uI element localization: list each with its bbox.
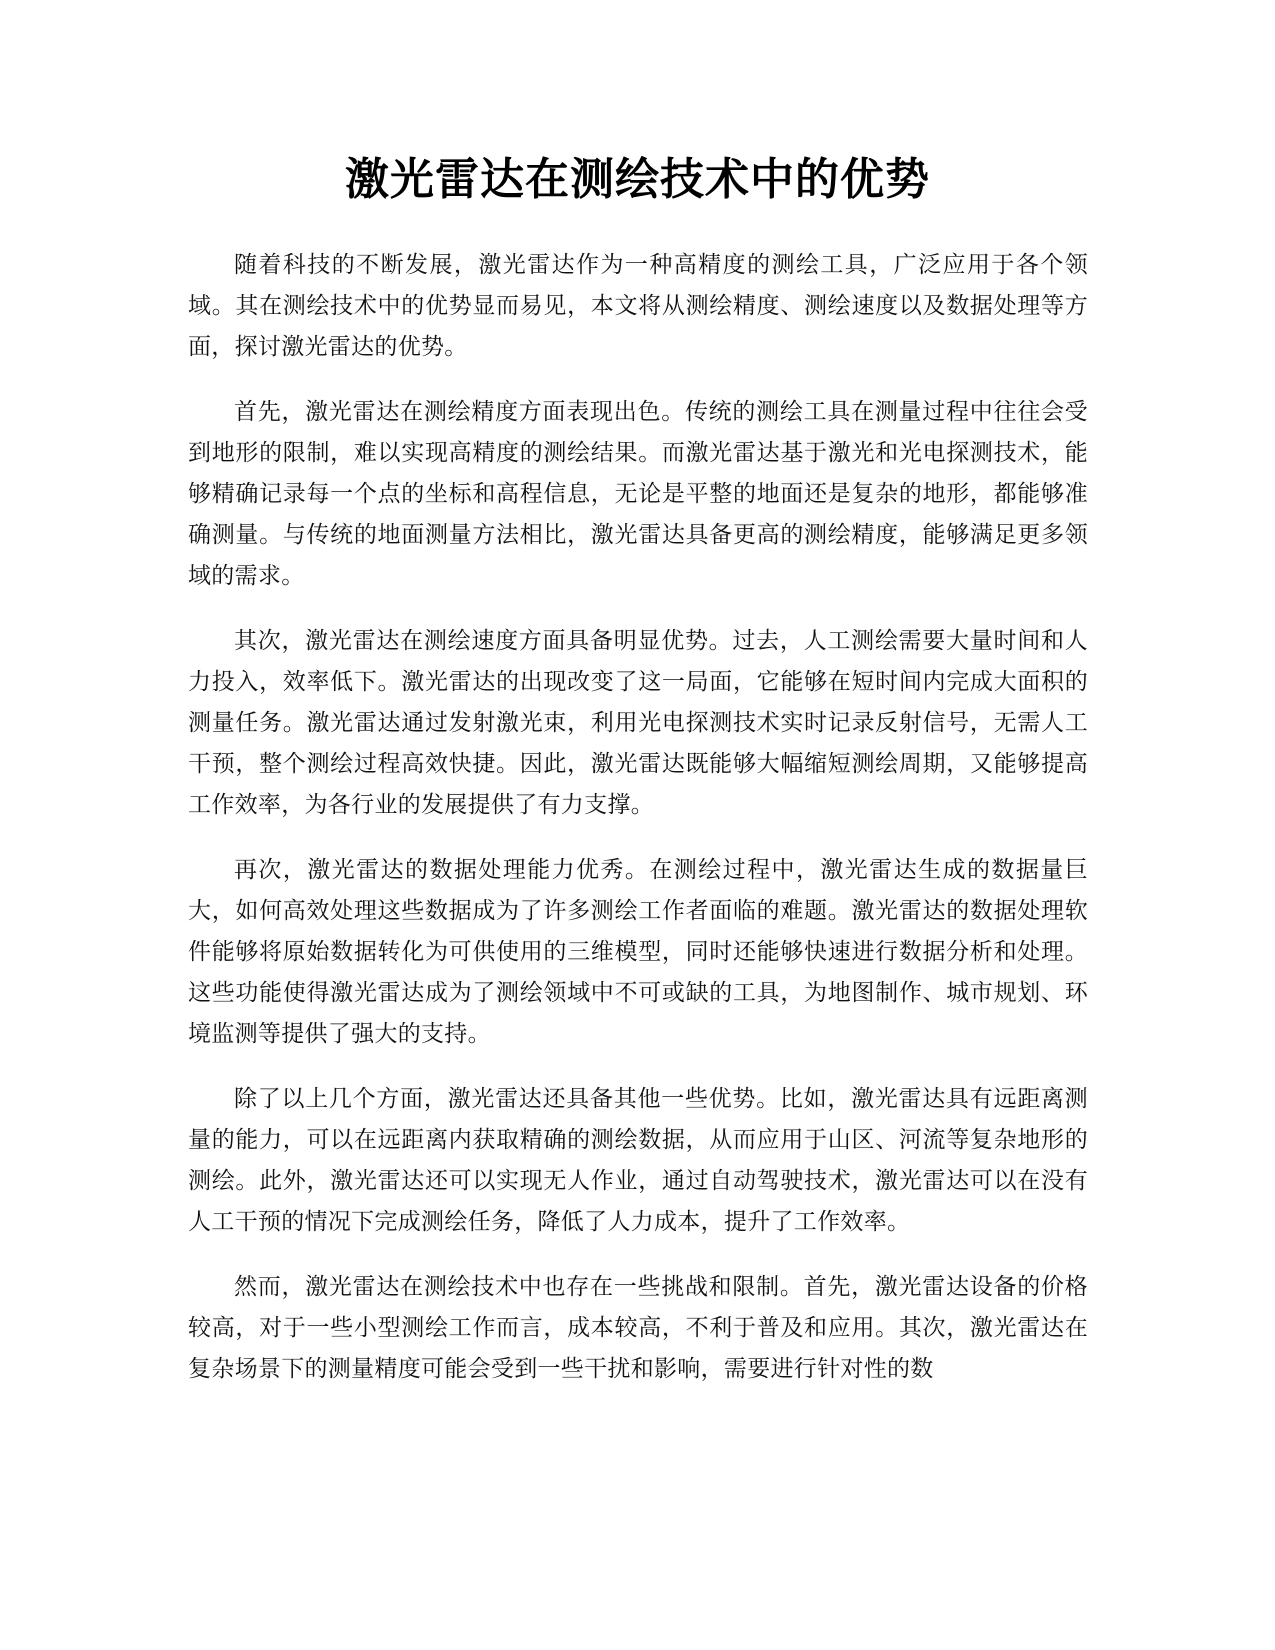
document-body [188,245,1088,1414]
paragraph-precision: 首先，激光雷达在测绘精度方面表现出色。传统的测绘工具在测量过程中往往会受到地形的限制，难以实现高精度的测绘结果。而激光雷达基于激光和光电探测技术，能够精确记录每一个点的坐标和高程信息，无论是平整的地面还是复杂的地形，都能够准确测量。与传统的地面测量方法相比，激光雷达具备更高的测绘精度，能够满足更多领域的需求。 [188,399,1088,589]
paragraph-challenges: 然而，激光雷达在测绘技术中也存在一些挑战和限制。首先，激光雷达设备的价格较高，对于一些小型测绘工作而言，成本较高，不利于普及和应用。其次，激光雷达在复杂场景下的测量精度可能会受到一些干扰和影响，需要进行针对性的数 [188,1274,1088,1382]
paragraph-intro: 随着科技的不断发展，激光雷达作为一种高精度的测绘工具，广泛应用于各个领域。其在测绘技术中的优势显而易见，本文将从测绘精度、测绘速度以及数据处理等方面，探讨激光雷达的优势。 [188,252,1088,360]
document-title: 激光雷达在测绘技术中的优势 [345,154,930,205]
paragraph-speed: 其次，激光雷达在测绘速度方面具备明显优势。过去，人工测绘需要大量时间和人力投入，效率低下。激光雷达的出现改变了这一局面，它能够在短时间内完成大面积的测量任务。激光雷达通过发射激光束，利用光电探测技术实时记录反射信号，无需人工干预，整个测绘过程高效快捷。因此，激光雷达既能够大幅缩短测绘周期，又能够提高工作效率，为各行业的发展提供了有力支撑。 [188,628,1088,818]
paragraph-data-processing: 再次，激光雷达的数据处理能力优秀。在测绘过程中，激光雷达生成的数据量巨大，如何高效处理这些数据成为了许多测绘工作者面临的难题。激光雷达的数据处理软件能够将原始数据转化为可供使用的三维模型，同时还能够快速进行数据分析和处理。这些功能使得激光雷达成为了测绘领域中不可或缺的工具，为地图制作、城市规划、环境监测等提供了强大的支持。 [188,857,1088,1047]
paragraph-other-advantages: 除了以上几个方面，激光雷达还具备其他一些优势。比如，激光雷达具有远距离测量的能力，可以在远距离内获取精确的测绘数据，从而应用于山区、河流等复杂地形的测绘。此外，激光雷达还可以实现无人作业，通过自动驾驶技术，激光雷达可以在没有人工干预的情况下完成测绘任务，降低了人力成本，提升了工作效率。 [188,1086,1088,1235]
